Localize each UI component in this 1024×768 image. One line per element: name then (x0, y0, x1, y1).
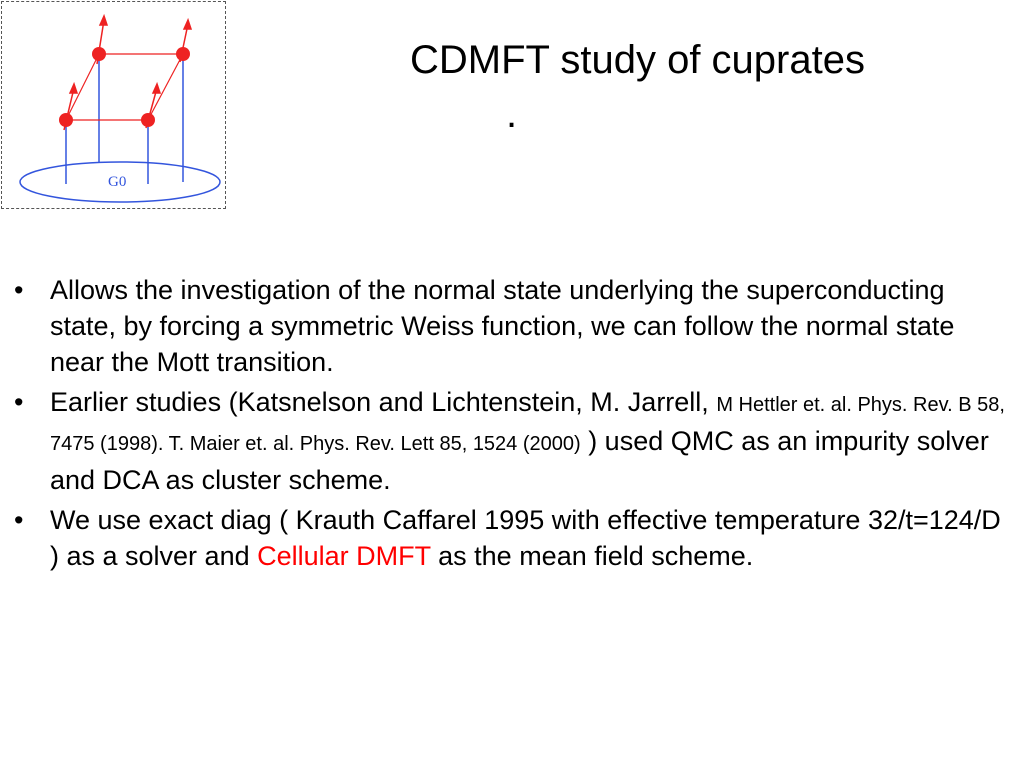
title-dot: . (506, 92, 518, 136)
bullet-item (14, 272, 1014, 380)
bullet-text: Allows the investigation of the normal state underlying the superconducting state, by forcing a symmetric Weiss function, we can follow the normal state near the Mott transition. (50, 275, 955, 377)
bullet-text: ) used QMC as an impurity solver and DCA as cluster scheme. (50, 426, 989, 495)
cluster-diagram-svg (2, 2, 227, 210)
bullet-item (14, 502, 1014, 574)
cluster-site (92, 47, 106, 61)
cluster-diagram (1, 1, 226, 209)
cluster-edges (66, 54, 183, 120)
citation-text: M Hettler et. al. Phys. Rev. B 58, 7475 (1998). T. Maier et. al. Phys. Rev. Lett 85, 1524 (2000) (50, 394, 1005, 455)
bullet-text: as the mean field scheme. (430, 541, 754, 571)
bullet-symbol: • (14, 387, 24, 417)
spin-arrows (64, 16, 191, 130)
bullet-symbol: • (14, 505, 24, 535)
bullet-item (14, 384, 1014, 498)
bullet-symbol: • (14, 275, 24, 305)
highlight-text: Cellular DMFT (257, 541, 431, 571)
slide-title: CDMFT study of cuprates (410, 38, 865, 82)
cluster-site (59, 113, 73, 127)
cluster-site (141, 113, 155, 127)
bullet-text: We use exact diag ( Krauth Caffarel 1995 with effective temperature 32/t=124/D ) as a solver and (50, 505, 1001, 571)
bath-label: G0 (108, 174, 127, 190)
bullet-list (14, 272, 1014, 578)
bullet-text: Earlier studies (Katsnelson and Lichtenstein, M. Jarrell, (50, 387, 717, 417)
cluster-site (176, 47, 190, 61)
